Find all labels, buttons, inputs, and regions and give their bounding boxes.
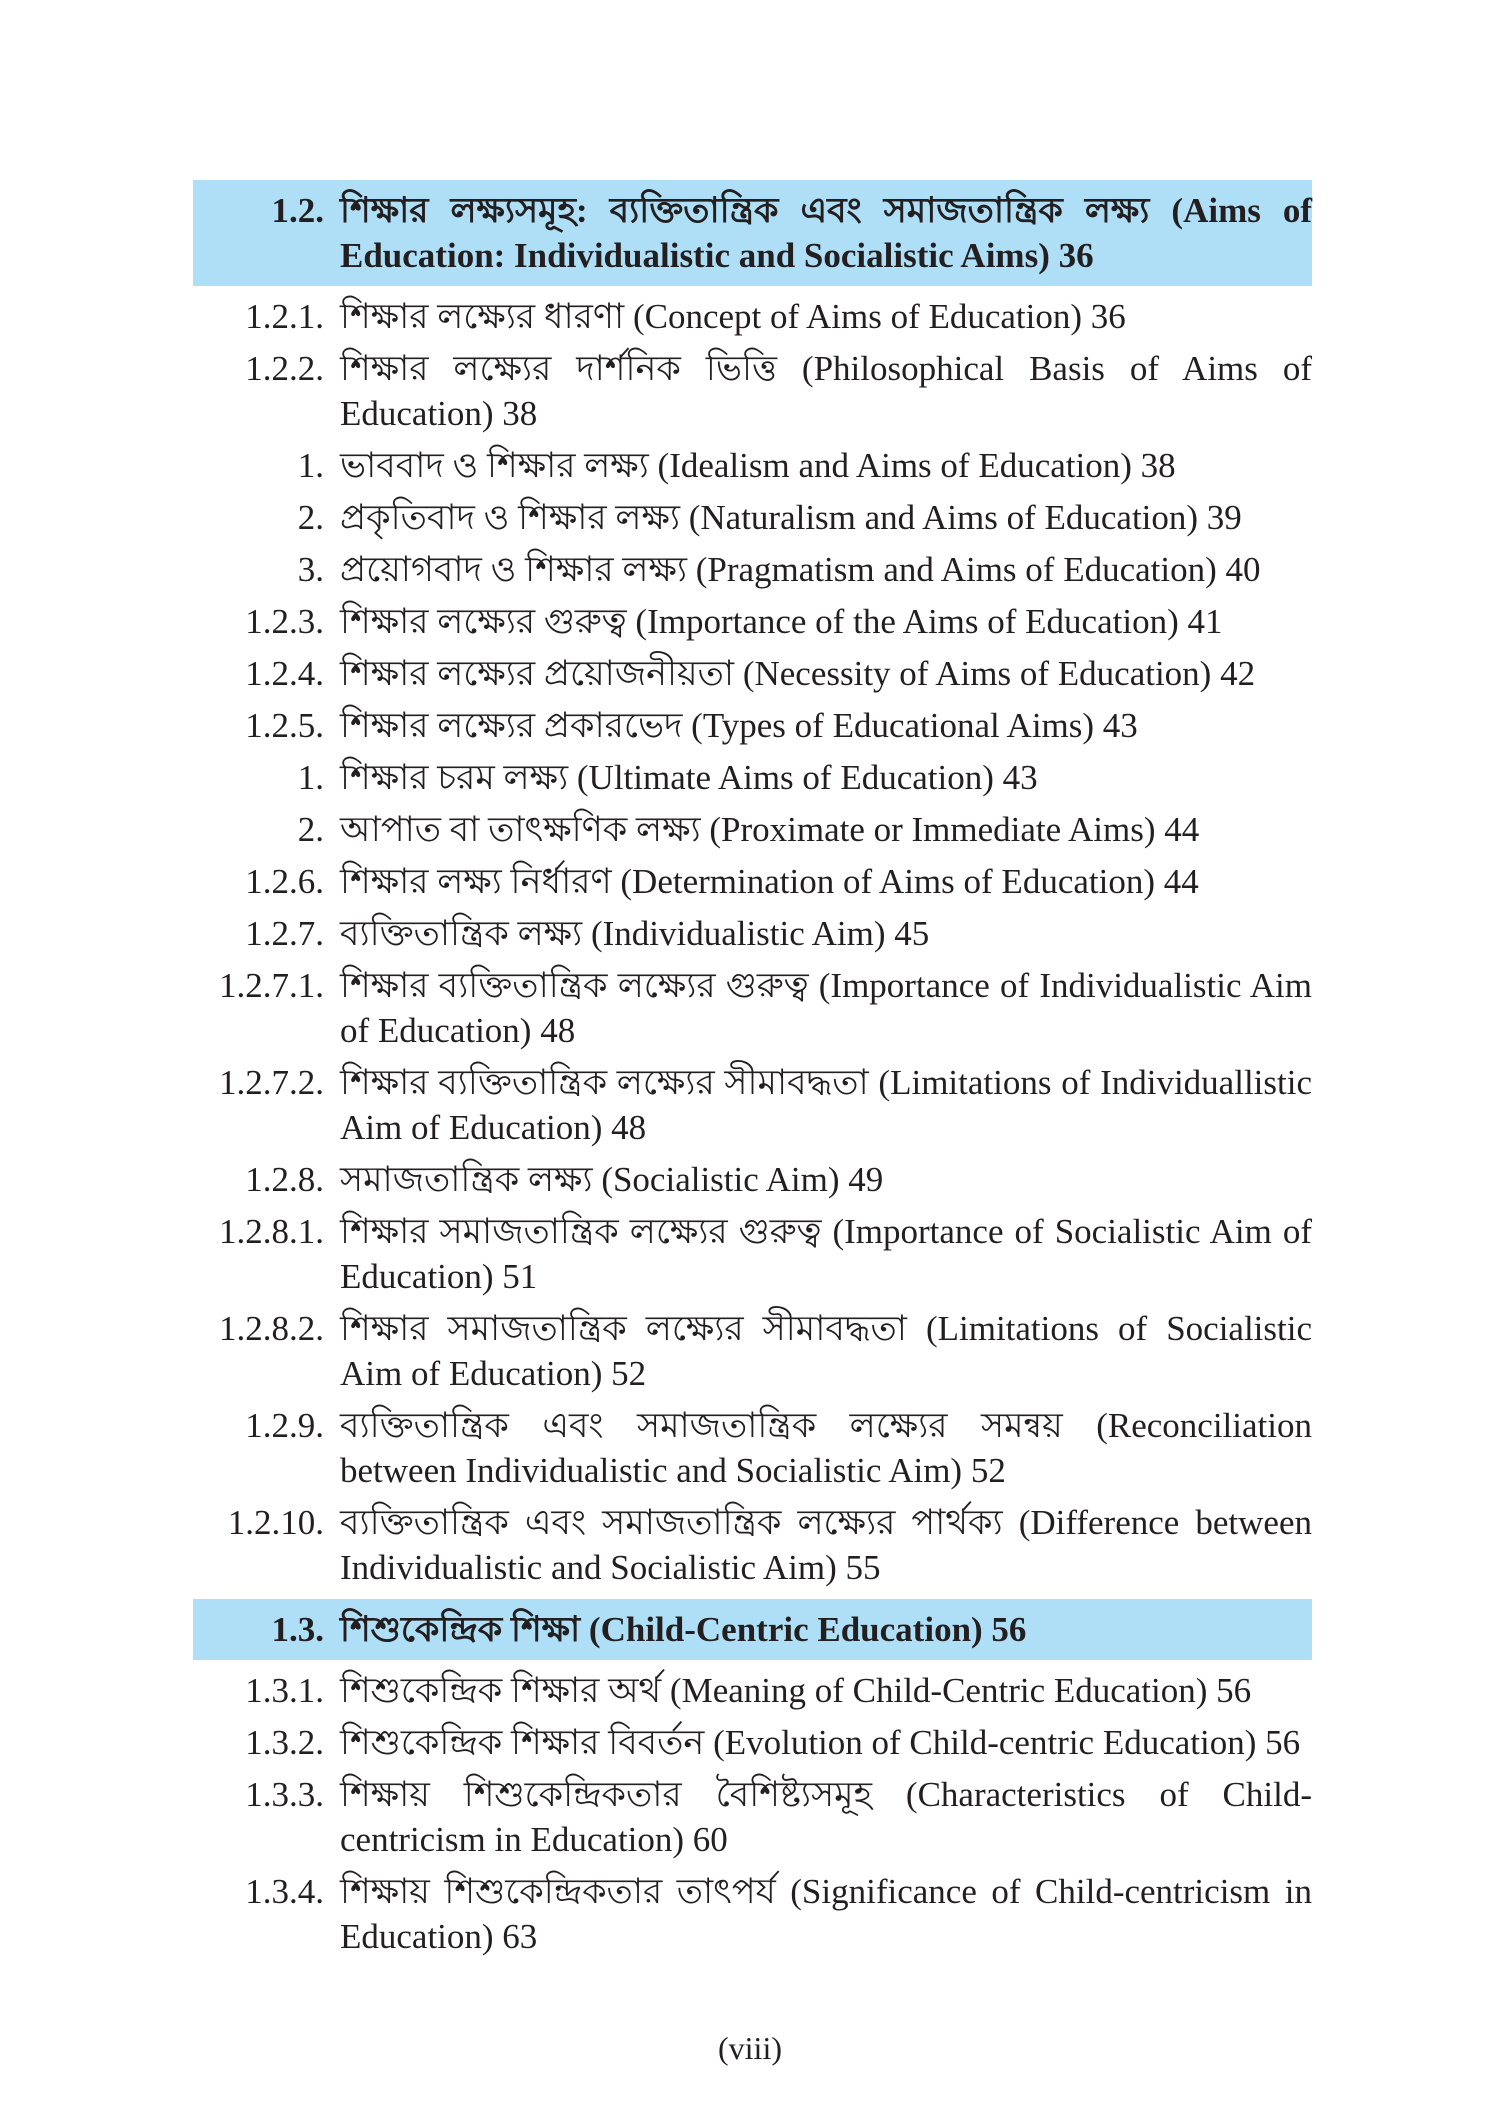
toc-entry-title: প্রকৃতিবাদ ও শিক্ষার লক্ষ্য (Naturalism and Aims of Education) 39 (340, 498, 1242, 537)
toc-section-heading (193, 180, 1312, 286)
toc-entry-number: 1.3.3. (245, 1775, 324, 1814)
toc-entry-number: 1.3.4. (245, 1872, 324, 1911)
toc-entry (193, 649, 1312, 701)
toc-entry (193, 441, 1312, 493)
table-of-contents (193, 176, 1312, 1964)
toc-entry (193, 597, 1312, 649)
toc-entry (193, 1770, 1312, 1867)
toc-entry-title: শিক্ষার লক্ষ্যের দার্শনিক ভিত্তি (Philosophical Basis of Aims of Education) 38 (340, 349, 1312, 433)
toc-entry-title: প্রয়োগবাদ ও শিক্ষার লক্ষ্য (Pragmatism and Aims of Education) 40 (340, 550, 1261, 589)
toc-entry-number: 2. (297, 810, 324, 849)
toc-entry (193, 292, 1312, 344)
toc-entry (193, 1155, 1312, 1207)
toc-entry-title: শিক্ষার চরম লক্ষ্য (Ultimate Aims of Education) 43 (340, 758, 1038, 797)
toc-entry-title: শিক্ষার লক্ষ্যের গুরুত্ব (Importance of the Aims of Education) 41 (340, 602, 1223, 641)
toc-entry-number: 1.2.3. (245, 602, 324, 641)
toc-entry-title: শিক্ষার সমাজতান্ত্রিক লক্ষ্যের সীমাবদ্ধতা (Limitations of Socialistic Aim of Education) 52 (340, 1309, 1312, 1393)
toc-section-heading (193, 1599, 1312, 1660)
toc-entry (193, 909, 1312, 961)
toc-entry-title: শিক্ষার লক্ষ্যসমূহ: ব্যক্তিতান্ত্রিক এবং সমাজতান্ত্রিক লক্ষ্য (Aims of Education: Individualistic and Socialistic Aims) 36 (340, 191, 1312, 275)
toc-entry-title: শিক্ষার ব্যক্তিতান্ত্রিক লক্ষ্যের গুরুত্ব (Importance of Individualistic Aim of Education) 48 (340, 966, 1312, 1050)
toc-entry (193, 1058, 1312, 1155)
toc-entry-title: শিক্ষায় শিশুকেন্দ্রিকতার তাৎপর্য (Significance of Child-centricism in Education) 63 (340, 1872, 1312, 1956)
toc-entry (193, 753, 1312, 805)
toc-entry-number: 1.2.9. (245, 1406, 324, 1445)
toc-entry-number: 1.2.7.1. (219, 966, 324, 1005)
toc-entry-number: 1.2. (271, 191, 324, 230)
toc-entry-title: ব্যক্তিতান্ত্রিক লক্ষ্য (Individualistic Aim) 45 (340, 914, 930, 953)
toc-entry-title: শিক্ষার লক্ষ্য নির্ধারণ (Determination of Aims of Education) 44 (340, 862, 1199, 901)
toc-entry-number: 1.3. (271, 1610, 324, 1649)
toc-entry-number: 3. (297, 550, 324, 589)
toc-entry-number: 2. (297, 498, 324, 537)
toc-entry-title: শিক্ষার ব্যক্তিতান্ত্রিক লক্ষ্যের সীমাবদ্ধতা (Limitations of Individuallistic Aim of Education) 48 (340, 1063, 1312, 1147)
toc-entry-title: শিশুকেন্দ্রিক শিক্ষা (Child-Centric Education) 56 (340, 1610, 1027, 1649)
toc-entry (193, 1666, 1312, 1718)
toc-entry (193, 344, 1312, 441)
toc-entry-number: 1.2.8.1. (219, 1212, 324, 1251)
toc-entry-number: 1. (297, 758, 324, 797)
toc-entry-number: 1.2.8.2. (219, 1309, 324, 1348)
toc-entry-title: ভাববাদ ও শিক্ষার লক্ষ্য (Idealism and Aims of Education) 38 (340, 446, 1176, 485)
toc-entry (193, 1718, 1312, 1770)
toc-entry (193, 1498, 1312, 1595)
toc-entry-number: 1. (297, 446, 324, 485)
toc-entry-title: আপাত বা তাৎক্ষণিক লক্ষ্য (Proximate or Immediate Aims) 44 (340, 810, 1200, 849)
toc-entry-title: শিক্ষার লক্ষ্যের প্রয়োজনীয়তা (Necessity of Aims of Education) 42 (340, 654, 1256, 693)
toc-entry (193, 1304, 1312, 1401)
toc-entry-number: 1.3.2. (245, 1723, 324, 1762)
toc-entry-number: 1.3.1. (245, 1671, 324, 1710)
toc-entry (193, 1867, 1312, 1964)
page-number: (viii) (718, 2030, 782, 2066)
toc-entry-title: ব্যক্তিতান্ত্রিক এবং সমাজতান্ত্রিক লক্ষ্যের পার্থক্য (Difference between Individualistic and Socialistic Aim) 55 (340, 1503, 1312, 1587)
toc-entry-number: 1.2.2. (245, 349, 324, 388)
toc-entry-title: শিক্ষায় শিশুকেন্দ্রিকতার বৈশিষ্ট্যসমূহ (Characteristics of Child-centricism in Education) 60 (340, 1775, 1312, 1859)
toc-entry (193, 1207, 1312, 1304)
toc-entry-title: শিশুকেন্দ্রিক শিক্ষার অর্থ (Meaning of Child-Centric Education) 56 (340, 1671, 1252, 1710)
toc-entry-number: 1.2.6. (245, 862, 324, 901)
toc-entry-number: 1.2.4. (245, 654, 324, 693)
toc-entry (193, 493, 1312, 545)
toc-entry-number: 1.2.7.2. (219, 1063, 324, 1102)
toc-entry-number: 1.2.5. (245, 706, 324, 745)
toc-entry-number: 1.2.1. (245, 297, 324, 336)
toc-entry-title: শিক্ষার সমাজতান্ত্রিক লক্ষ্যের গুরুত্ব (Importance of Socialistic Aim of Education) 51 (340, 1212, 1312, 1296)
toc-entry-number: 1.2.8. (245, 1160, 324, 1199)
toc-entry-number: 1.2.7. (245, 914, 324, 953)
toc-entry (193, 1401, 1312, 1498)
toc-entry-title: শিশুকেন্দ্রিক শিক্ষার বিবর্তন (Evolution of Child-centric Education) 56 (340, 1723, 1301, 1762)
toc-entry-title: শিক্ষার লক্ষ্যের ধারণা (Concept of Aims of Education) 36 (340, 297, 1126, 336)
toc-entry-title: শিক্ষার লক্ষ্যের প্রকারভেদ (Types of Educational Aims) 43 (340, 706, 1138, 745)
toc-entry (193, 701, 1312, 753)
toc-entry (193, 857, 1312, 909)
toc-entry-title: সমাজতান্ত্রিক লক্ষ্য (Socialistic Aim) 49 (340, 1160, 884, 1199)
toc-entry-title: ব্যক্তিতান্ত্রিক এবং সমাজতান্ত্রিক লক্ষ্যের সমন্বয় (Reconciliation between Individualistic and Socialistic Aim) 52 (340, 1406, 1312, 1490)
toc-entry (193, 545, 1312, 597)
toc-entry (193, 805, 1312, 857)
toc-entry (193, 961, 1312, 1058)
toc-entry-number: 1.2.10. (227, 1503, 324, 1542)
